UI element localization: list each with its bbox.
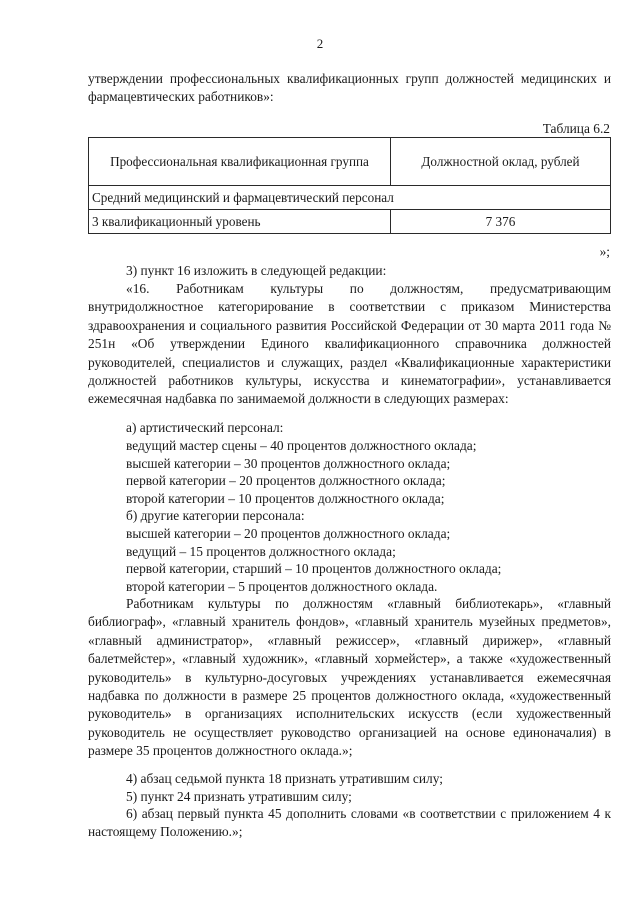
paragraph-other-staff: б) другие категории персонала: bbox=[126, 508, 305, 523]
list-item: первой категории – 20 процентов должностного оклада; bbox=[126, 473, 446, 488]
paragraph-item-3: 3) пункт 16 изложить в следующей редакции: bbox=[126, 263, 387, 278]
table-row bbox=[89, 210, 611, 234]
paragraph-artistic-staff: а) артистический персонал: bbox=[126, 420, 284, 435]
table-header-row bbox=[89, 138, 611, 186]
header-group-cell: Профессиональная квалификационная группа bbox=[89, 138, 391, 186]
list-item: первой категории, старший – 10 процентов должностного оклада; bbox=[126, 561, 502, 576]
list-item: ведущий – 15 процентов должностного оклада; bbox=[126, 544, 396, 559]
list-item: высшей категории – 20 процентов должностного оклада; bbox=[126, 526, 451, 541]
page-number: 2 bbox=[316, 36, 324, 51]
list-item: второй категории – 5 процентов должностного оклада. bbox=[126, 579, 438, 594]
table-caption: Таблица 6.2 bbox=[542, 121, 610, 136]
table-group-row bbox=[89, 186, 611, 210]
group-row-cell: Средний медицинский и фармацевтический персонал bbox=[89, 186, 611, 210]
list-item: ведущий мастер сцены – 40 процентов должностного оклада; bbox=[126, 438, 477, 453]
salary-cell: 7 376 bbox=[391, 210, 611, 234]
paragraph-point-16: «16. Работникам культуры по должностям, предусматривающим внутридолжностное категорирование в соответствии с приказом Министерства здравоохранения и социального развития Российской Федерации от 30 марта 2011 года № 251н «Об утверждении Единого квалификационного справочника должностей руководителей, специалистов и служащих, раздел «Квалификационные характеристики должностей работников культуры, искусства и кинематографии», устанавливается ежемесячная надбавка по занимаемой должности в следующих размерах: bbox=[88, 281, 611, 407]
table-tail: »; bbox=[599, 244, 610, 259]
intro-paragraph: утверждении профессиональных квалификационных групп должностей медицинских и фармацевтических работников»: bbox=[88, 71, 611, 105]
paragraph-item-5: 5) пункт 24 признать утратившим силу; bbox=[126, 789, 352, 804]
paragraph-item-6: 6) абзац первый пункта 45 дополнить словами «в соответствии с приложением 4 к настоящему Положению.»; bbox=[88, 806, 611, 840]
level-cell: 3 квалификационный уровень bbox=[89, 210, 391, 234]
list-item: высшей категории – 30 процентов должностного оклада; bbox=[126, 456, 451, 471]
paragraph-item-4: 4) абзац седьмой пункта 18 признать утратившим силу; bbox=[126, 771, 443, 786]
header-salary-cell: Должностной оклад, рублей bbox=[391, 138, 611, 186]
qualification-table bbox=[88, 137, 611, 234]
paragraph-chief-positions: Работникам культуры по должностям «главный библиотекарь», «главный библиограф», «главный хранитель фондов», «главный хранитель музейных предметов», «главный администратор», «главный режиссер», «главный дирижер», «главный балетмейстер», «главный художник», «главный хормейстер», а также «художественный руководитель» в культурно-досуговых учреждениях устанавливается ежемесячная надбавка по должности в размере 25 процентов должностного оклада, «художественный руководитель» в организациях исполнительских искусств (если художественный руководитель не осуществляет руководство организацией на основе единоначалия) в размере 35 процентов должностного оклада.»; bbox=[88, 596, 611, 759]
list-item: второй категории – 10 процентов должностного оклада; bbox=[126, 491, 445, 506]
